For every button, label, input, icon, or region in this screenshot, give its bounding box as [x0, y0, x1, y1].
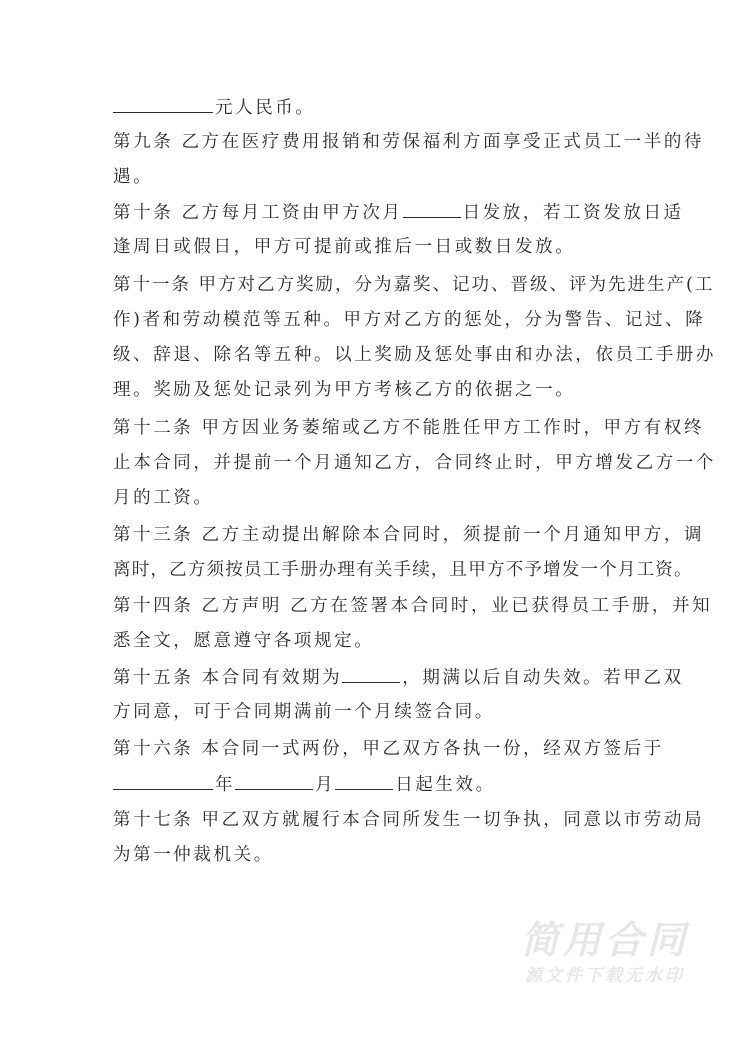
- line-text: 逢周日或假日，甲方可提前或推后一日或数日发放。: [113, 237, 576, 257]
- line-text: 日发放，若工资发放日适: [462, 203, 684, 223]
- line-text: 日起生效。: [395, 775, 496, 795]
- line-text: 第十二条 甲方因业务萎缩或乙方不能胜任甲方工作时，甲方有权终: [113, 418, 705, 438]
- article-14-line-2: [113, 624, 374, 659]
- article-11-line-3: [113, 338, 716, 373]
- article-16-line-1: [113, 732, 664, 767]
- line-text: 作)者和劳动模范等五种。甲方对乙方的惩处，分为警告、记过、降: [113, 310, 706, 330]
- article-12-line-2: [113, 446, 716, 481]
- blank-month-field: [235, 767, 313, 790]
- blank-amount-field: [113, 90, 213, 113]
- article-14-line-1: [113, 589, 712, 624]
- line-text: 月的工资。: [113, 488, 214, 508]
- line-text: ，期满以后自动失效。若甲乙双: [402, 668, 684, 688]
- line-text: 第十四条 乙方声明 乙方在签署本合同时，业已获得员工手册，并知: [113, 596, 713, 616]
- blank-year-field: [113, 767, 213, 790]
- line-text: 第十条 乙方每月工资由甲方次月: [113, 203, 403, 223]
- line-text: 第十五条 本合同有效期为: [113, 668, 343, 688]
- article-9-line-2: [113, 160, 153, 195]
- watermark-title: 简用合同: [520, 918, 689, 962]
- line-text: 遇。: [113, 167, 154, 187]
- line-text: 第十一条 甲方对乙方奖励，分为嘉奖、记功、晋级、评为先进生产(工: [113, 275, 715, 295]
- line-text: 第十三条 乙方主动提出解除本合同时，须提前一个月通知甲方，调: [113, 525, 705, 545]
- article-12-line-3: [113, 481, 214, 516]
- article-13-line-2: [113, 553, 693, 588]
- year-label: 年: [215, 775, 236, 795]
- watermark-subtitle: 源文件下载无水印: [525, 966, 685, 986]
- line-text: 第九条 乙方在医疗费用报销和劳保福利方面享受正式员工一半的待: [113, 132, 705, 152]
- article-17-line-1: [113, 803, 704, 838]
- line-text: 理。奖励及惩处记录列为甲方考核乙方的依据之一。: [113, 380, 576, 400]
- article-11-line-4: [113, 373, 575, 408]
- line-text: 级、辞退、除名等五种。以上奖励及惩处事由和办法，依员工手册办: [113, 345, 716, 365]
- article-16-line-2: [113, 767, 496, 802]
- line-text: 止本合同，并提前一个月通知乙方，合同终止时，甲方增发乙方一个: [113, 453, 716, 473]
- line-text: 悉全文，愿意遵守各项规定。: [113, 631, 375, 651]
- line-text: 方同意，可于合同期满前一个月续签合同。: [113, 702, 495, 722]
- article-11-line-1: [113, 268, 714, 303]
- line-text: 元人民币。: [215, 98, 316, 118]
- article-10-line-2: [113, 230, 575, 265]
- text-line: [113, 90, 316, 125]
- blank-validity-period-field: [342, 660, 400, 683]
- article-11-line-2: [113, 303, 705, 338]
- month-label: 月: [315, 775, 336, 795]
- line-text: 为第一仲裁机关。: [113, 845, 274, 865]
- article-15-line-2: [113, 695, 495, 730]
- blank-day-field: [335, 767, 393, 790]
- article-10-line-1: [113, 195, 684, 230]
- line-text: 第十七条 甲乙双方就履行本合同所发生一切争执，同意以市劳动局: [113, 810, 705, 830]
- article-12-line-1: [113, 411, 704, 446]
- article-13-line-1: [113, 518, 704, 553]
- watermark: [510, 918, 700, 988]
- article-15-line-1: [113, 660, 684, 695]
- article-9-line-1: [113, 125, 704, 160]
- line-text: 第十六条 本合同一式两份，甲乙双方各执一份，经双方签后于: [113, 739, 664, 759]
- blank-payday-field: [403, 195, 461, 218]
- article-17-line-2: [113, 838, 274, 873]
- line-text: 离时，乙方须按员工手册办理有关手续，且甲方不予增发一个月工资。: [113, 560, 693, 580]
